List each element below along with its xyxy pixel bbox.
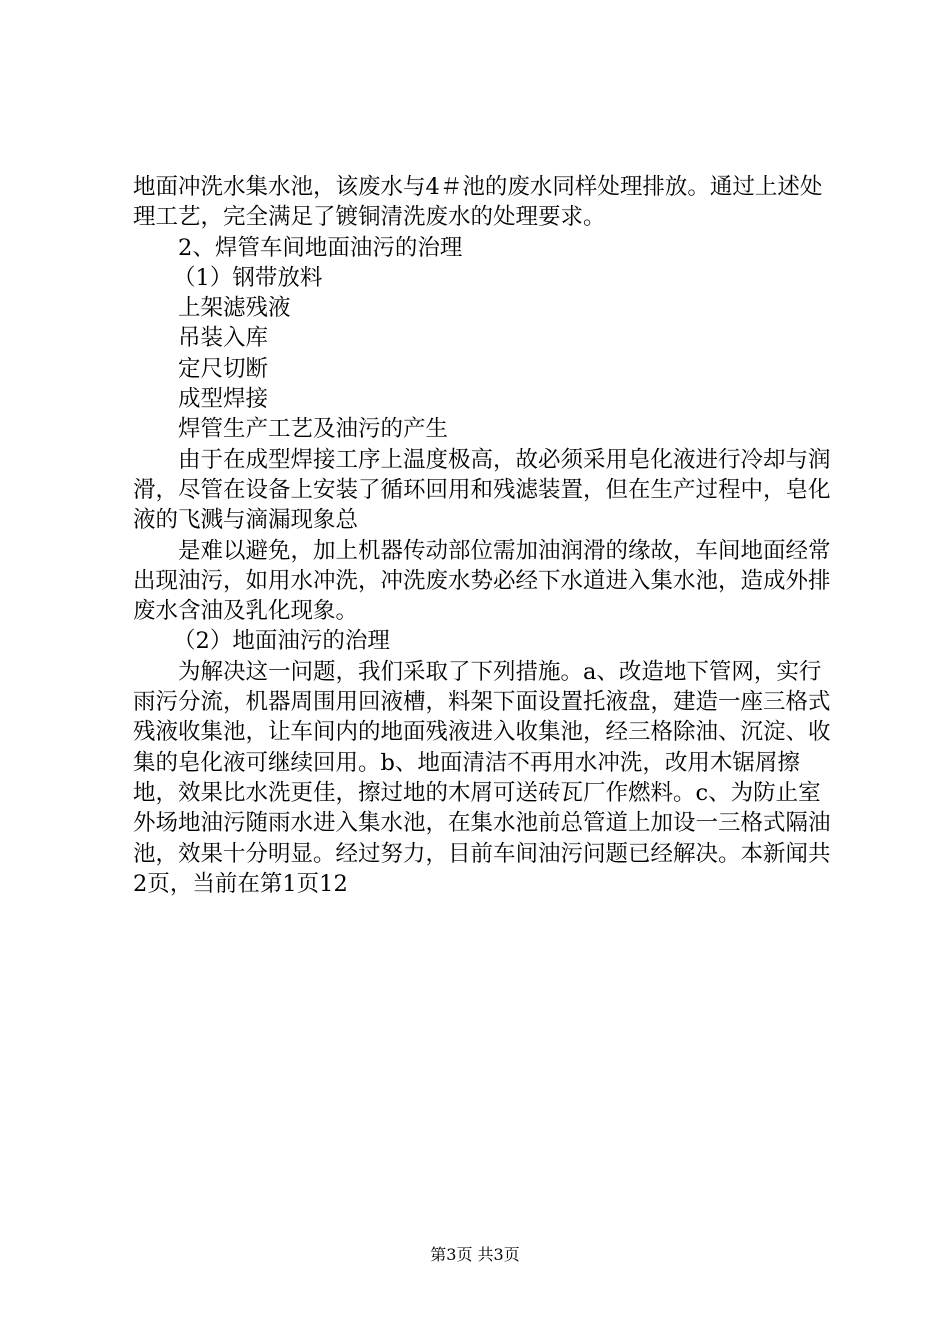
subheading-floor-oil-treatment: （2）地面油污的治理: [173, 628, 390, 655]
process-step-1: 上架滤残液: [178, 295, 291, 322]
paragraph-cooling: 由于在成型焊接工序上温度极高，故必须采用皂化液进行冷却与润滑，尽管在设备上安装了循环回用和残滤装置，但在生产过程中，皂化液的飞溅与滴漏现象总: [133, 446, 831, 534]
page-footer: 第3页 共3页: [430, 1245, 520, 1264]
paragraph-measures: 为解决这一问题，我们采取了下列措施。a、改造地下管网，实行雨污分流，机器周围用回液槽，料架下面设置托液盘，建造一座三格式残液收集池，让车间内的地面残液进入收集池，经三格除油、沉淀、收集的皂化液可继续回用。b、地面清洁不再用水冲洗，改用木锯屑擦地，效果比水洗更佳，擦过地的木屑可送砖瓦厂作燃料。c、为防止室外场地油污随雨水进入集水池，在集水池前总管道上加设一三格式隔油池，效果十分明显。经过努力，目前车间油污问题已经解决。本新闻共2页，当前在第1页12: [133, 658, 831, 897]
process-step-4: 成型焊接: [178, 386, 269, 413]
process-step-3: 定尺切断: [178, 355, 269, 382]
process-step-2: 吊装入库: [178, 325, 269, 352]
document-body: [133, 172, 833, 899]
section-heading-oil-treatment: 2、焊管车间地面油污的治理: [178, 234, 463, 261]
paragraph-wastewater-summary: 地面冲洗水集水池，该废水与4＃池的废水同样处理排放。通过上述处理工艺，完全满足了镀铜清洗废水的处理要求。: [133, 174, 823, 231]
process-caption: 焊管生产工艺及油污的产生: [178, 416, 449, 443]
paragraph-floor-oil: 是难以避免，加上机器传动部位需加油润滑的缘故，车间地面经常出现油污，如用水冲洗，冲洗废水势必经下水道进入集水池，造成外排废水含油及乳化现象。: [133, 537, 831, 625]
subheading-steel-strip: （1）钢带放料: [173, 264, 323, 291]
